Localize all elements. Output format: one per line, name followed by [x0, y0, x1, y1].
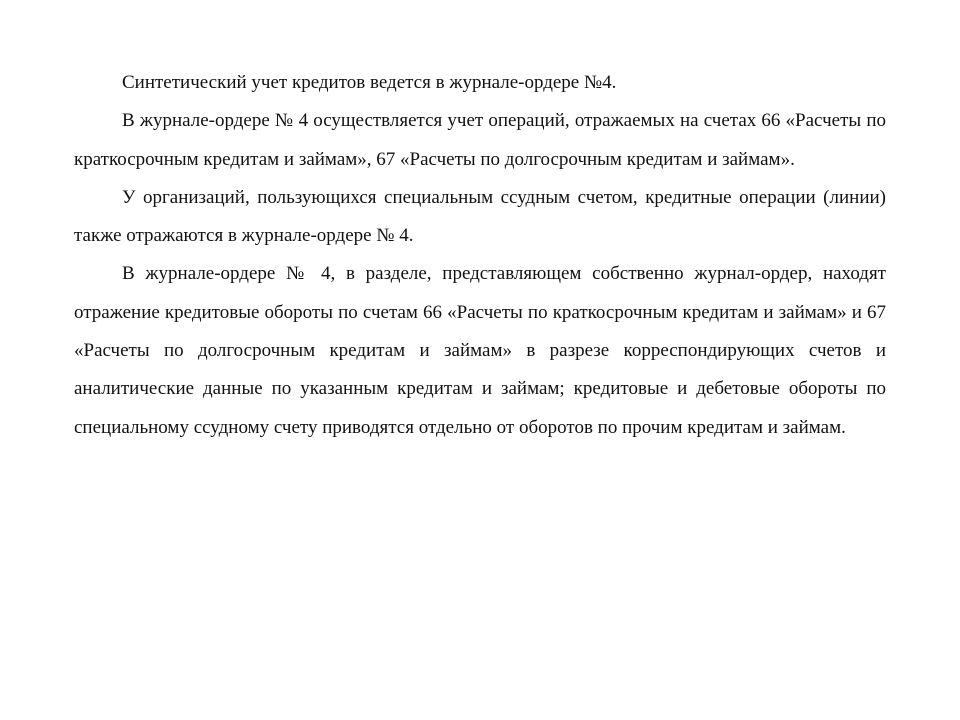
paragraph-synthetic-accounting: Синтетический учет кредитов ведется в журнале-ордере №4. — [122, 72, 617, 93]
paragraph-special-loan-account: У организаций, пользующихся специальным ссудным счетом, кредитные операции (линии) также отражаются в журнале-ордере № 4. — [74, 186, 886, 247]
paragraph-journal-order-section: В журнале-ордере № 4, в разделе, представляющем собственно журнал-ордер, находят отражение кредитовые обороты по счетам 66 «Расчеты по краткосрочным кредитам и займам» и 67 «Расчеты по долгосрочным кредитам и займам» в разрезе корреспондирующих счетов и аналитические данные по указанным кредитам и займам; кредитовые и дебетовые обороты по специальному ссудному счету приводятся отдельно от оборотов по прочим кредитам и займам. — [74, 263, 886, 438]
document-body — [74, 64, 886, 447]
paragraph-journal-order-accounts: В журнале-ордере № 4 осуществляется учет операций, отражаемых на счетах 66 «Расчеты по краткосрочным кредитам и займам», 67 «Расчеты по долгосрочным кредитам и займам». — [74, 110, 886, 170]
